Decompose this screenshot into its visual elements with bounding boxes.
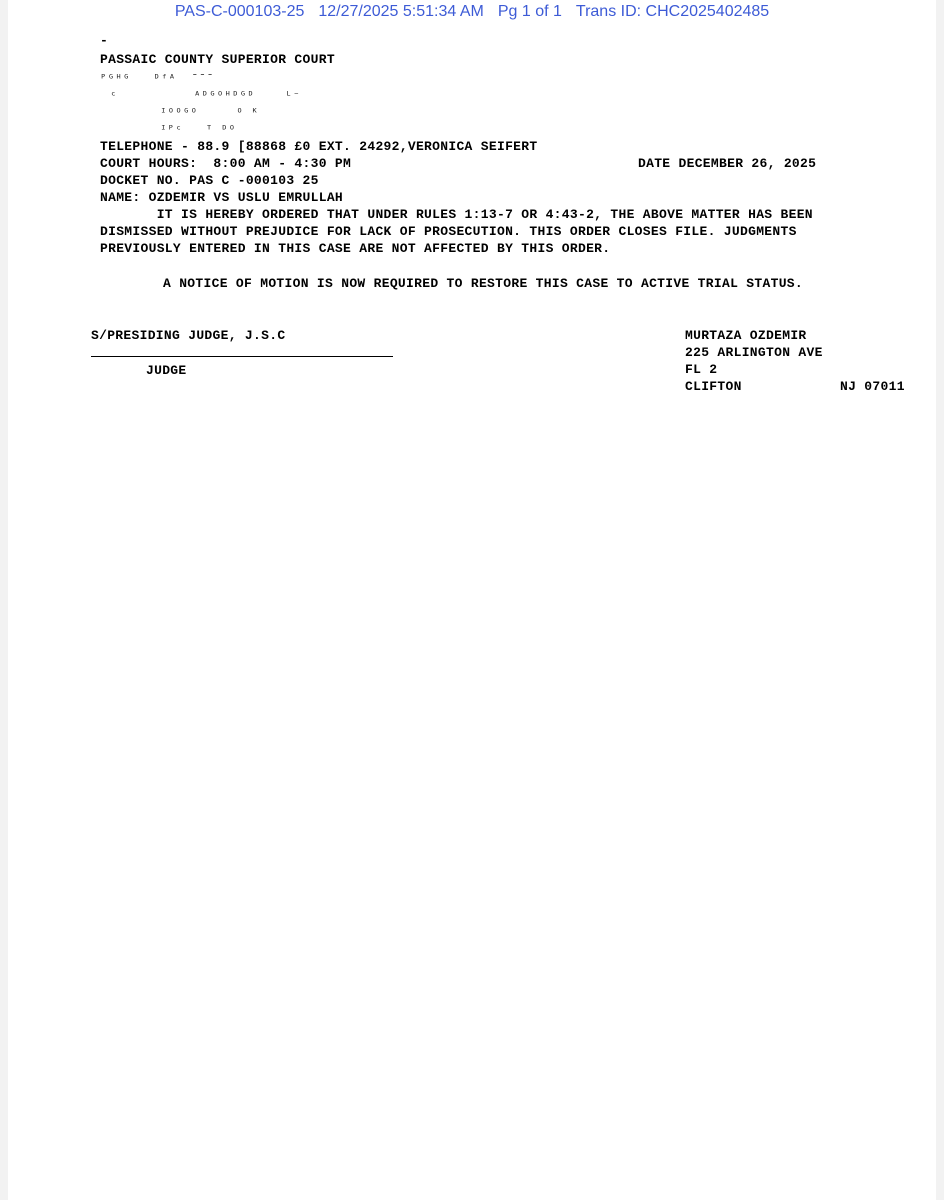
filing-stamp (0, 2, 944, 22)
telephone-line: TELEPHONE - 88.9 [88868 £0 EXT. 24292,VERONICA SEIFERT (100, 139, 538, 154)
signature-line (91, 356, 393, 357)
page-edge-left (0, 0, 8, 1200)
court-address-line-3: ᴵᴼᴼᴳᴼ ᴼ ᴷ (160, 106, 260, 119)
order-date: DATE DECEMBER 26, 2025 (638, 156, 817, 171)
stamp-trans-id: Trans ID: CHC2025402485 (575, 3, 770, 20)
recipient-street: 225 ARLINGTON AVE (685, 345, 823, 360)
recipient-state-zip: NJ 07011 (840, 379, 905, 394)
notice-of-motion: A NOTICE OF MOTION IS NOW REQUIRED TO RESTORE THIS CASE TO ACTIVE TRIAL STATUS. (163, 276, 803, 291)
stamp-page: Pg 1 of 1 (497, 3, 562, 20)
recipient-name: MURTAZA OZDEMIR (685, 328, 807, 343)
recipient-city: CLIFTON (685, 379, 742, 394)
court-hours: COURT HOURS: 8:00 AM - 4:30 PM (100, 156, 352, 171)
court-address-line-4: ᴵᴾᶜ ᵀ ᴰᴼ (160, 123, 237, 136)
order-text-line-1: IT IS HEREBY ORDERED THAT UNDER RULES 1:13-7 OR 4:43-2, THE ABOVE MATTER HAS BEEN (100, 207, 813, 222)
recipient-floor: FL 2 (685, 362, 718, 377)
court-dash: - (100, 33, 109, 48)
court-name: PASSAIC COUNTY SUPERIOR COURT (100, 52, 335, 67)
judge-label: JUDGE (146, 363, 187, 378)
order-text-line-2: DISMISSED WITHOUT PREJUDICE FOR LACK OF PROSECUTION. THIS ORDER CLOSES FILE. JUDGMENTS (100, 224, 797, 239)
stamp-docket: PAS-C-000103-25 (174, 3, 305, 20)
case-name: NAME: OZDEMIR VS USLU EMRULLAH (100, 190, 344, 205)
stamp-datetime: 12/27/2025 5:51:34 AM (318, 3, 484, 20)
docket-number: DOCKET NO. PAS C -000103 25 (100, 173, 319, 188)
presiding-judge-signature: S/PRESIDING JUDGE, J.S.C (91, 328, 286, 343)
court-address-line-1: ᴾᴳᴴᴳ ᴰᶠᴬ ˉˉˉ (100, 72, 215, 85)
court-address-line-2: ᶜ ᴬᴰᴳᴼᴴᴰᴳᴰ ᴸ⁻ (110, 89, 301, 102)
order-text-line-3: PREVIOUSLY ENTERED IN THIS CASE ARE NOT AFFECTED BY THIS ORDER. (100, 241, 611, 256)
page-edge-right (936, 0, 944, 1200)
